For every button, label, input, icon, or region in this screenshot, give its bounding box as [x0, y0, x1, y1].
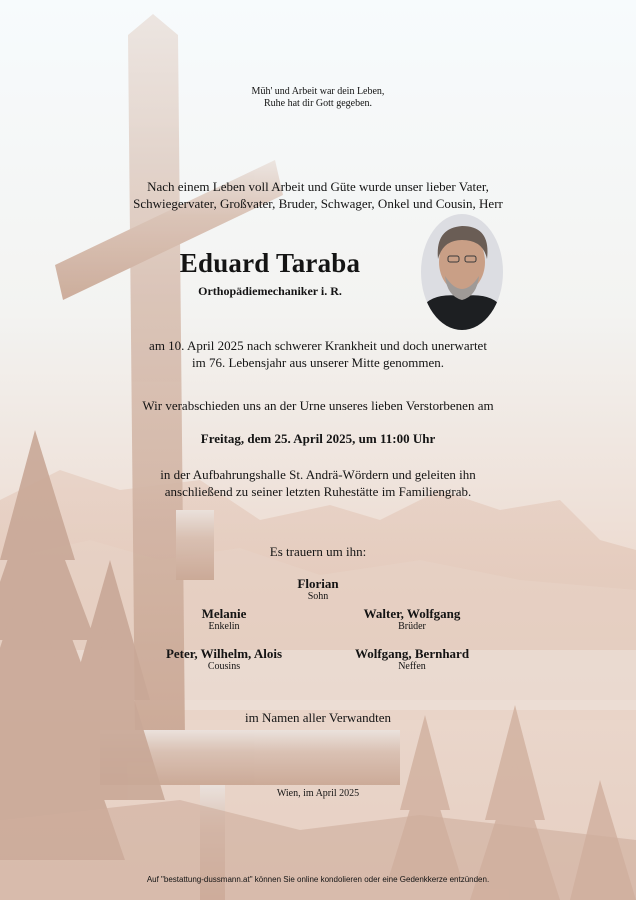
place-and-date: Wien, im April 2025 [276, 788, 360, 799]
ceremony-date: Freitag, dem 25. April 2025, um 11:00 Uhr [200, 431, 436, 446]
intro-text: Nach einem Leben voll Arbeit und Güte wurde unser lieber Vater, Schwiegervater, Großvater, Bruder, Schwager, Onkel und Cousin, Herr [133, 179, 503, 211]
farewell-text: Wir verabschieden uns an der Urne unseres lieben Verstorbenen am [142, 398, 494, 413]
death-notice: am 10. April 2025 nach schwerer Krankheit und doch unerwartet im 76. Lebensjahr aus unserer Mitte genommen. [149, 338, 487, 370]
mourner-entry: Walter, Wolfgang Brüder [363, 606, 461, 632]
motto: Müh' und Arbeit war dein Leben, Ruhe hat dir Gott gegeben. [251, 86, 385, 109]
deceased-profession: Orthopädiemechaniker i. R. [198, 284, 342, 298]
mourner-entry: Florian Sohn [297, 576, 339, 602]
closing-text: im Namen aller Verwandten [245, 710, 391, 725]
mourner-entry: Melanie Enkelin [201, 606, 247, 632]
deceased-name: Eduard Taraba [179, 248, 361, 278]
mourner-entry: Wolfgang, Bernhard Neffen [354, 646, 470, 672]
footer-note: Auf "bestattung-dussmann.at" können Sie online kondolieren oder eine Gedenkkerze entzünden. [146, 875, 490, 884]
ceremony-location: in der Aufbahrungshalle St. Andrä-Wördern und geleiten ihn anschließend zu seiner letzten Ruhestätte im Familiengrab. [160, 467, 476, 499]
mourner-entry: Peter, Wilhelm, Alois Cousins [165, 646, 283, 672]
mourners-heading: Es trauern um ihn: [269, 544, 367, 559]
portrait-photo [421, 214, 503, 330]
